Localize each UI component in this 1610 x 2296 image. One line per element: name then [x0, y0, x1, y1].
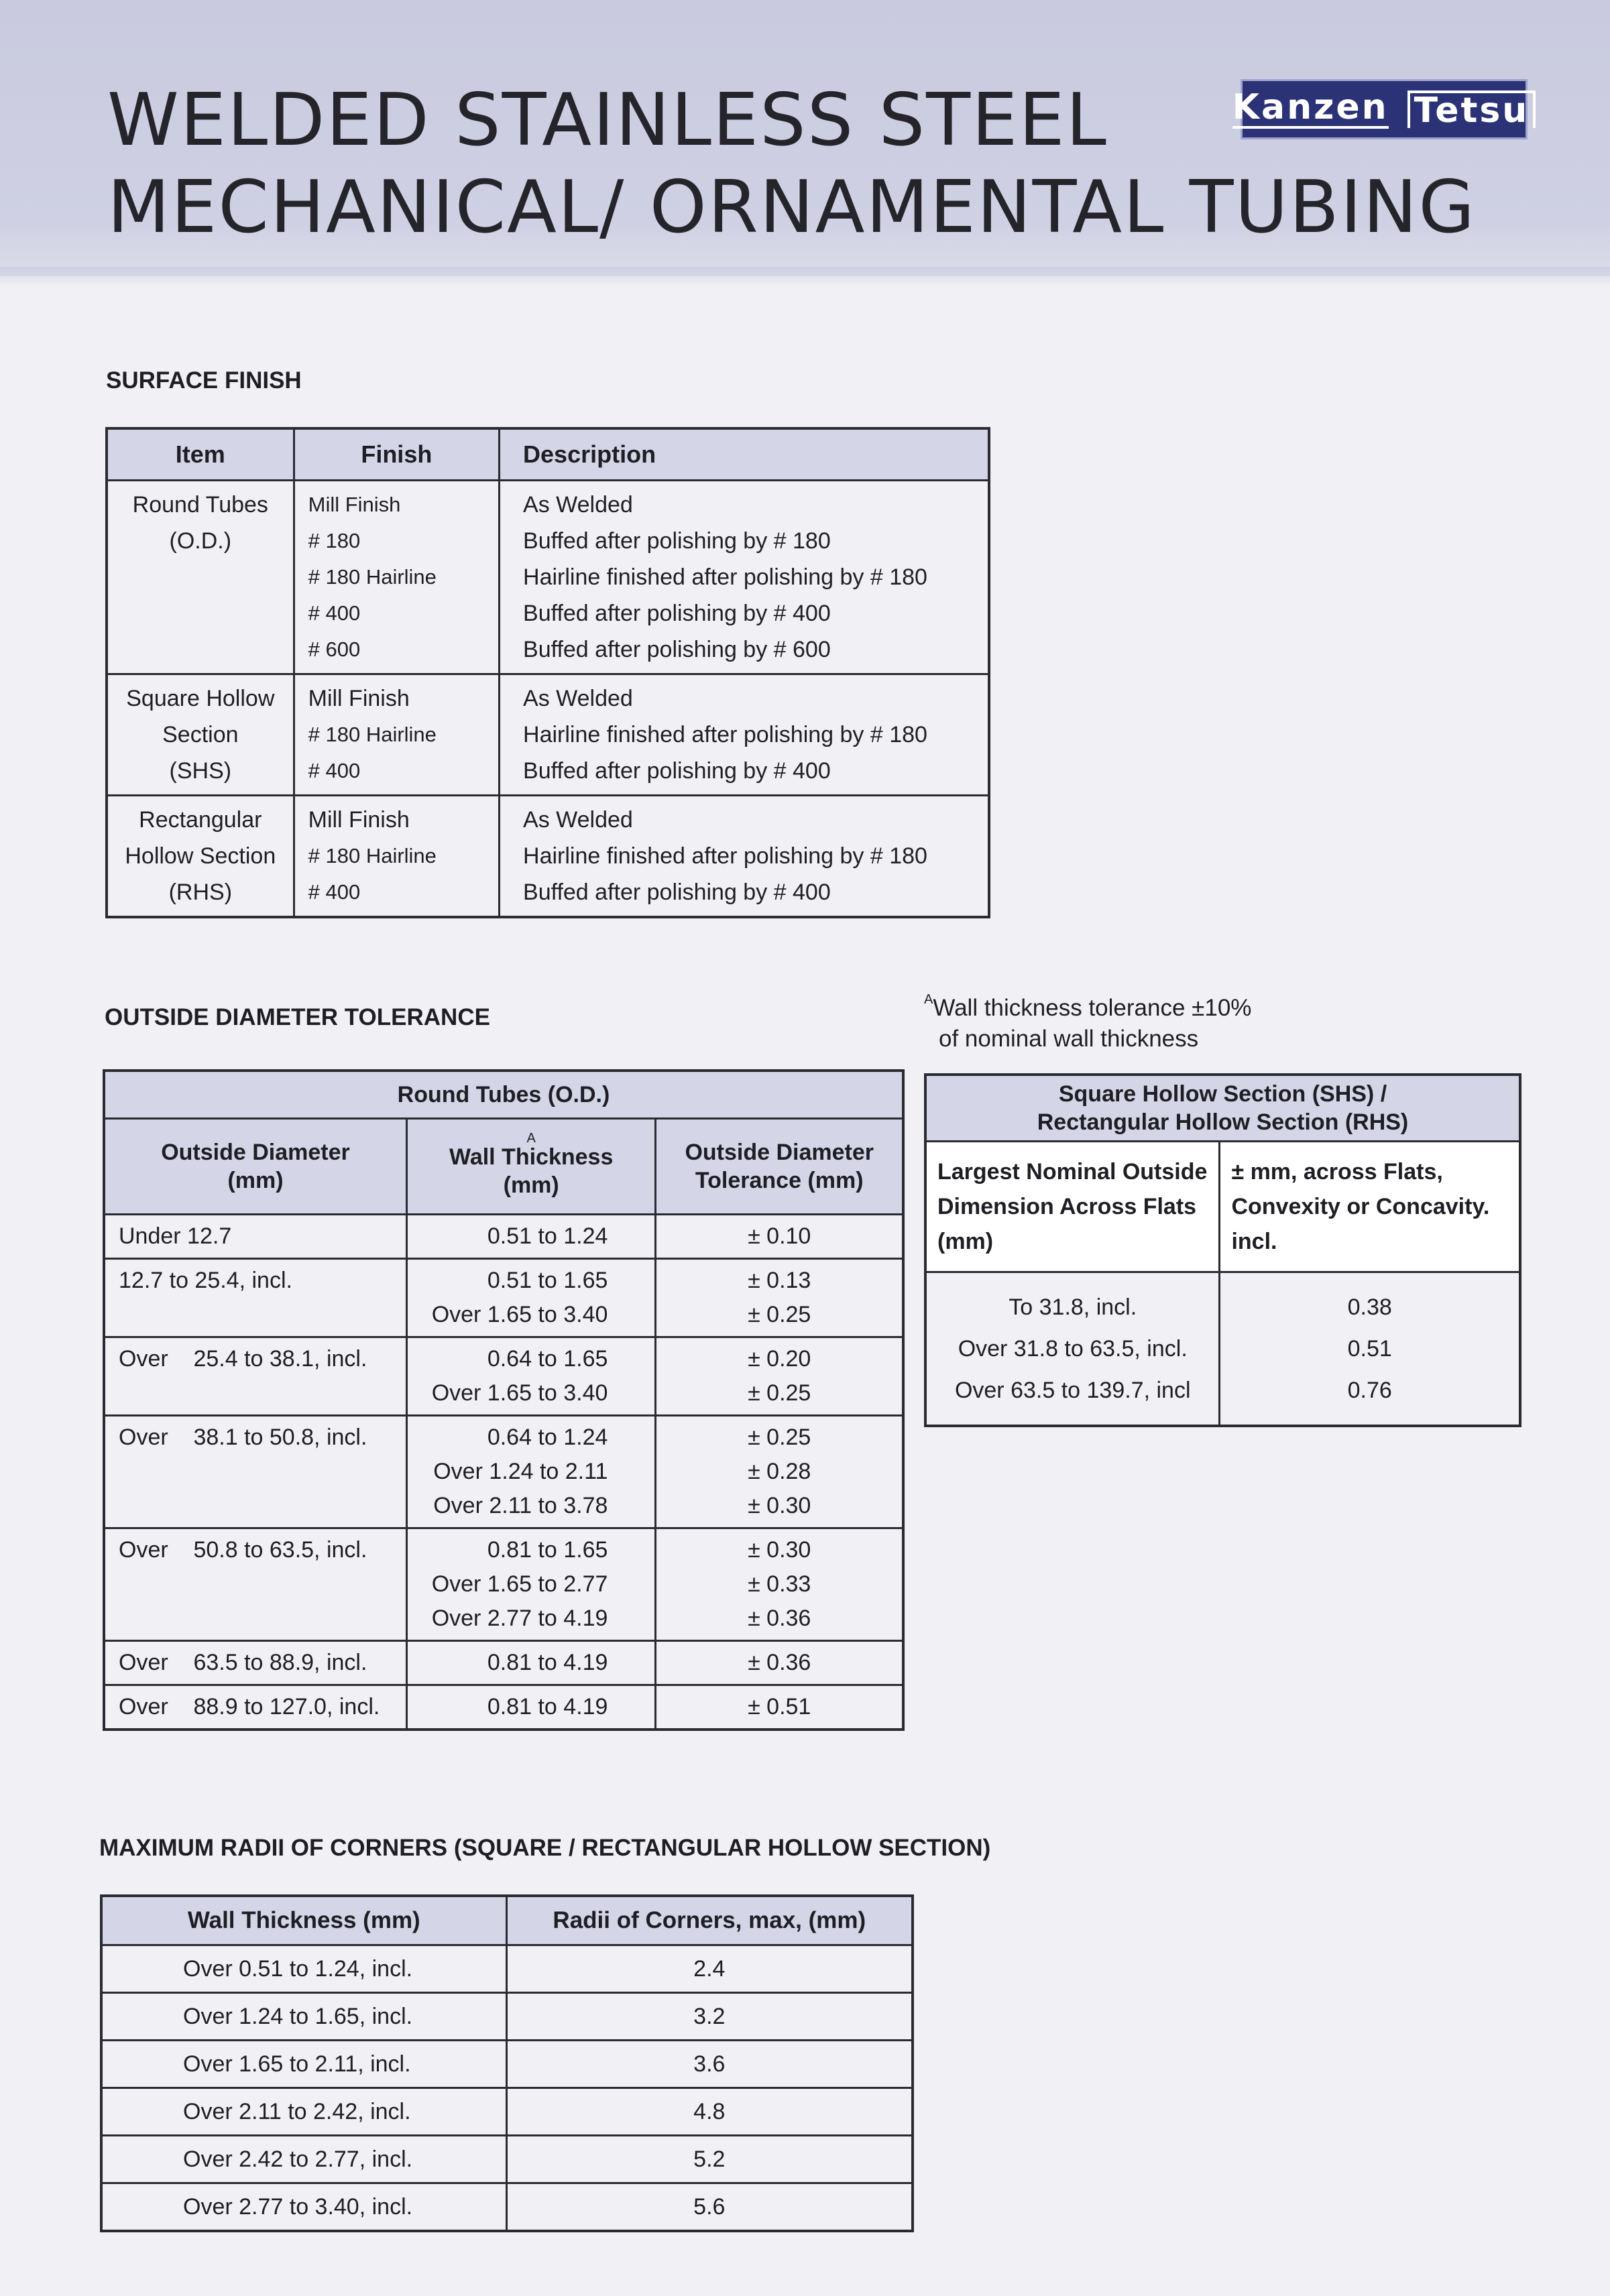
od-range-cell	[104, 1337, 406, 1416]
column-header-finish: Finish	[294, 428, 499, 481]
description-value: Buffed after polishing by # 400	[523, 601, 831, 626]
header-line: incl.	[1231, 1229, 1277, 1254]
header-line: Outside Diameter	[685, 1140, 874, 1165]
wall-thickness: Over 2.77 to 4.19	[431, 1606, 608, 1631]
round-tubes-tolerance-table	[103, 1069, 905, 1731]
od-range: Over 88.9 to 127.0, incl.	[119, 1694, 380, 1719]
table-caption-row	[104, 1071, 903, 1119]
table-row	[107, 796, 989, 918]
wall-thickness-cell	[406, 1337, 655, 1416]
finish-cell	[294, 674, 499, 796]
table-header-row	[101, 1896, 913, 1945]
od-range-cell	[104, 1685, 406, 1730]
item-label: (RHS)	[168, 880, 233, 905]
header-line: (mm)	[937, 1229, 994, 1254]
table-row	[104, 1685, 903, 1730]
header-line: Dimension Across Flats	[937, 1194, 1197, 1219]
wall-thickness: Over 0.51 to 1.24, incl.	[101, 1945, 506, 1993]
finish-value: # 600	[308, 638, 361, 661]
tolerance-cell	[1220, 1272, 1520, 1427]
round-tubes-caption: Round Tubes (O.D.)	[104, 1071, 903, 1119]
table-row	[107, 674, 989, 796]
item-label: (SHS)	[169, 758, 232, 784]
tolerance-cell	[656, 1337, 903, 1416]
corner-radius: 3.2	[506, 1993, 913, 2041]
column-header-flats-tolerance	[1220, 1142, 1520, 1272]
column-header-wall-thickness: Wall Thickness (mm)	[101, 1896, 506, 1945]
tolerance: ± 0.36	[748, 1606, 811, 1631]
table-row	[104, 1259, 903, 1337]
description-value: Buffed after polishing by # 400	[523, 758, 831, 784]
header-line: Wall Thickness	[449, 1144, 614, 1170]
logo-word-kanzen: Kanzen	[1232, 87, 1389, 127]
wall-thickness: Over 1.24 to 1.65, incl.	[101, 1993, 506, 2041]
tolerance-cell	[656, 1259, 903, 1337]
header-line: Outside Diameter	[161, 1140, 350, 1165]
od-range: Over 25.4 to 38.1, incl.	[119, 1346, 367, 1372]
tolerance-cell	[656, 1528, 903, 1641]
finish-cell	[294, 481, 499, 674]
finish-value: # 180 Hairline	[308, 844, 437, 867]
item-cell	[107, 674, 294, 796]
description-value: As Welded	[523, 686, 633, 711]
wall-thickness: 0.81 to 4.19	[487, 1650, 608, 1675]
table-row	[107, 481, 989, 674]
note-marker: A	[924, 992, 933, 1007]
od-range-cell	[104, 1259, 406, 1337]
table-header-row	[107, 428, 989, 481]
wall-thickness-cell	[406, 1416, 655, 1528]
tolerance: 0.51	[1347, 1336, 1392, 1362]
item-cell	[107, 796, 294, 918]
surface-finish-table	[105, 427, 990, 918]
od-range: Under 12.7	[119, 1223, 232, 1249]
description-value: Buffed after polishing by # 600	[523, 637, 831, 662]
od-range-cell	[104, 1215, 406, 1259]
item-label: Square Hollow	[126, 686, 275, 711]
description-value: Hairline finished after polishing by # 180	[523, 722, 927, 747]
corner-radius: 4.8	[506, 2088, 913, 2136]
column-header-radii: Radii of Corners, max, (mm)	[506, 1896, 913, 1945]
tolerance: ± 0.25	[748, 1380, 811, 1406]
table-row	[101, 2088, 913, 2136]
finish-cell	[294, 796, 499, 918]
corner-radius: 3.6	[506, 2041, 913, 2088]
column-header-od-tolerance	[656, 1119, 903, 1215]
wall-thickness: 0.51 to 1.65	[487, 1268, 608, 1293]
tolerance: ± 0.30	[748, 1493, 811, 1518]
tolerance: ± 0.20	[748, 1346, 811, 1372]
table-header-row	[104, 1119, 903, 1215]
wall-thickness: Over 2.11 to 2.42, incl.	[101, 2088, 506, 2136]
surface-finish-heading: SURFACE FINISH	[106, 367, 302, 394]
description-value: Buffed after polishing by # 400	[523, 880, 831, 905]
caption-line: Square Hollow Section (SHS) /	[1058, 1081, 1387, 1107]
wall-thickness: Over 2.42 to 2.77, incl.	[101, 2136, 506, 2183]
column-header-outside-diameter	[104, 1119, 406, 1215]
table-row	[101, 1993, 913, 2041]
wall-thickness-cell	[406, 1641, 655, 1685]
header-line: Convexity or Concavity.	[1231, 1194, 1490, 1219]
wall-thickness: Over 2.11 to 3.78	[433, 1493, 608, 1518]
tolerance: ± 0.28	[748, 1459, 811, 1484]
description-cell	[500, 796, 989, 918]
od-range: 12.7 to 25.4, incl.	[119, 1268, 292, 1293]
wall-thickness: 0.51 to 1.24	[487, 1223, 608, 1249]
wall-thickness: 0.81 to 1.65	[487, 1537, 608, 1563]
column-header-description: Description	[500, 428, 989, 481]
tolerance: ± 0.25	[748, 1425, 811, 1450]
column-header-item: Item	[107, 428, 294, 481]
caption-line: Rectangular Hollow Section (RHS)	[1037, 1109, 1409, 1135]
page-title-line-2: MECHANICAL/ ORNAMENTAL TUBING	[107, 166, 1477, 249]
table-row	[101, 2183, 913, 2232]
tolerance-cell	[656, 1641, 903, 1685]
header-band-fade	[0, 267, 1610, 287]
description-cell	[500, 481, 989, 674]
table-row	[104, 1215, 903, 1259]
description-value: As Welded	[523, 807, 633, 833]
wall-thickness: Over 1.65 to 2.77	[431, 1571, 608, 1597]
shs-rhs-caption	[925, 1075, 1520, 1142]
wall-thickness: 0.81 to 4.19	[487, 1694, 608, 1719]
note-text: Wall thickness tolerance ±10%	[933, 995, 1252, 1021]
description-value: As Welded	[523, 492, 633, 518]
wall-thickness: Over 1.65 to 3.40	[431, 1380, 608, 1406]
wall-thickness: Over 2.77 to 3.40, incl.	[101, 2183, 506, 2232]
wall-thickness: Over 1.65 to 2.11, incl.	[101, 2041, 506, 2088]
finish-value: # 400	[308, 759, 361, 782]
tolerance: ± 0.30	[748, 1537, 811, 1563]
header-line: (mm)	[503, 1172, 559, 1198]
item-label: Section	[162, 722, 239, 747]
tolerance: ± 0.13	[748, 1268, 811, 1293]
wall-thickness-cell	[406, 1685, 655, 1730]
dimension-range: To 31.8, incl.	[1009, 1294, 1137, 1320]
note-line-1	[924, 992, 1252, 1021]
table-row	[925, 1272, 1520, 1427]
kanzen-tetsu-logo	[1232, 79, 1530, 139]
finish-value: # 400	[308, 601, 361, 625]
od-range-cell	[104, 1416, 406, 1528]
wall-thickness: 0.64 to 1.24	[487, 1425, 608, 1450]
shs-rhs-tolerance-table	[924, 1073, 1521, 1427]
od-range-cell	[104, 1641, 406, 1685]
finish-value: Mill Finish	[308, 493, 401, 516]
tolerance-cell	[656, 1215, 903, 1259]
od-tolerance-heading: OUTSIDE DIAMETER TOLERANCE	[105, 1004, 490, 1030]
tolerance: ± 0.36	[748, 1650, 811, 1675]
header-line: Tolerance (mm)	[695, 1168, 864, 1193]
table-row	[101, 2041, 913, 2088]
dimension-range: Over 31.8 to 63.5, incl.	[958, 1336, 1188, 1362]
finish-value: # 180	[308, 529, 361, 552]
dimension-range: Over 63.5 to 139.7, incl	[954, 1378, 1191, 1403]
wall-thickness-cell	[406, 1259, 655, 1337]
header-line: ± mm, across Flats,	[1231, 1159, 1443, 1185]
od-range: Over 63.5 to 88.9, incl.	[119, 1650, 367, 1675]
tolerance-cell	[656, 1685, 903, 1730]
finish-value: # 180 Hairline	[308, 723, 437, 746]
table-header-row	[925, 1142, 1520, 1272]
tolerance: ± 0.25	[748, 1302, 811, 1327]
table-row	[104, 1641, 903, 1685]
corner-radius: 5.6	[506, 2183, 913, 2232]
wall-thickness: Over 1.65 to 3.40	[431, 1302, 608, 1327]
wall-thickness-note	[924, 984, 1251, 1054]
wall-thickness-cell	[406, 1528, 655, 1641]
od-range: Over 50.8 to 63.5, incl.	[119, 1537, 367, 1563]
page-title-line-1: WELDED STAINLESS STEEL	[107, 78, 1108, 162]
header-line: (mm)	[227, 1168, 284, 1193]
wall-thickness-cell	[406, 1215, 655, 1259]
finish-value: Mill Finish	[308, 686, 410, 711]
table-caption-row	[925, 1075, 1520, 1142]
item-label: Rectangular	[139, 807, 262, 833]
header-line: Largest Nominal Outside	[937, 1159, 1208, 1185]
item-label: (O.D.)	[169, 528, 232, 554]
finish-value: # 400	[308, 880, 361, 904]
item-label: Round Tubes	[132, 492, 268, 518]
tolerance: 0.76	[1347, 1378, 1392, 1403]
finish-value: # 180 Hairline	[308, 565, 437, 589]
dimension-cell	[925, 1272, 1220, 1427]
tolerance: ± 0.51	[748, 1694, 811, 1719]
table-row	[104, 1416, 903, 1528]
tolerance: ± 0.10	[748, 1223, 811, 1249]
od-range-cell	[104, 1528, 406, 1641]
table-row	[104, 1528, 903, 1641]
column-header-largest-dimension	[925, 1142, 1220, 1272]
wall-thickness: 0.64 to 1.65	[487, 1346, 608, 1372]
tolerance: 0.38	[1347, 1294, 1392, 1320]
corner-radius: 2.4	[506, 1945, 913, 1993]
table-row	[101, 1945, 913, 1993]
item-label: Hollow Section	[125, 843, 276, 869]
table-row	[101, 2136, 913, 2183]
logo-word-tetsu: Tetsu	[1407, 90, 1536, 128]
corner-radius: 5.2	[506, 2136, 913, 2183]
table-row	[104, 1337, 903, 1416]
description-value: Hairline finished after polishing by # 180	[523, 564, 927, 590]
item-cell	[107, 481, 294, 674]
column-header-wall-thickness	[406, 1119, 655, 1215]
note-line-2: of nominal wall thickness	[939, 1026, 1199, 1052]
tolerance-cell	[656, 1416, 903, 1528]
description-value: Hairline finished after polishing by # 180	[523, 843, 927, 869]
corner-radii-heading: MAXIMUM RADII OF CORNERS (SQUARE / RECTANGULAR HOLLOW SECTION)	[99, 1835, 991, 1861]
tolerance: ± 0.33	[748, 1571, 811, 1597]
finish-value: Mill Finish	[308, 807, 410, 833]
footnote-marker: A	[526, 1131, 536, 1146]
description-cell	[500, 674, 989, 796]
corner-radii-table	[100, 1894, 914, 2232]
wall-thickness: Over 1.24 to 2.11	[433, 1459, 608, 1484]
description-value: Buffed after polishing by # 180	[523, 528, 831, 554]
od-range: Over 38.1 to 50.8, incl.	[119, 1425, 367, 1450]
